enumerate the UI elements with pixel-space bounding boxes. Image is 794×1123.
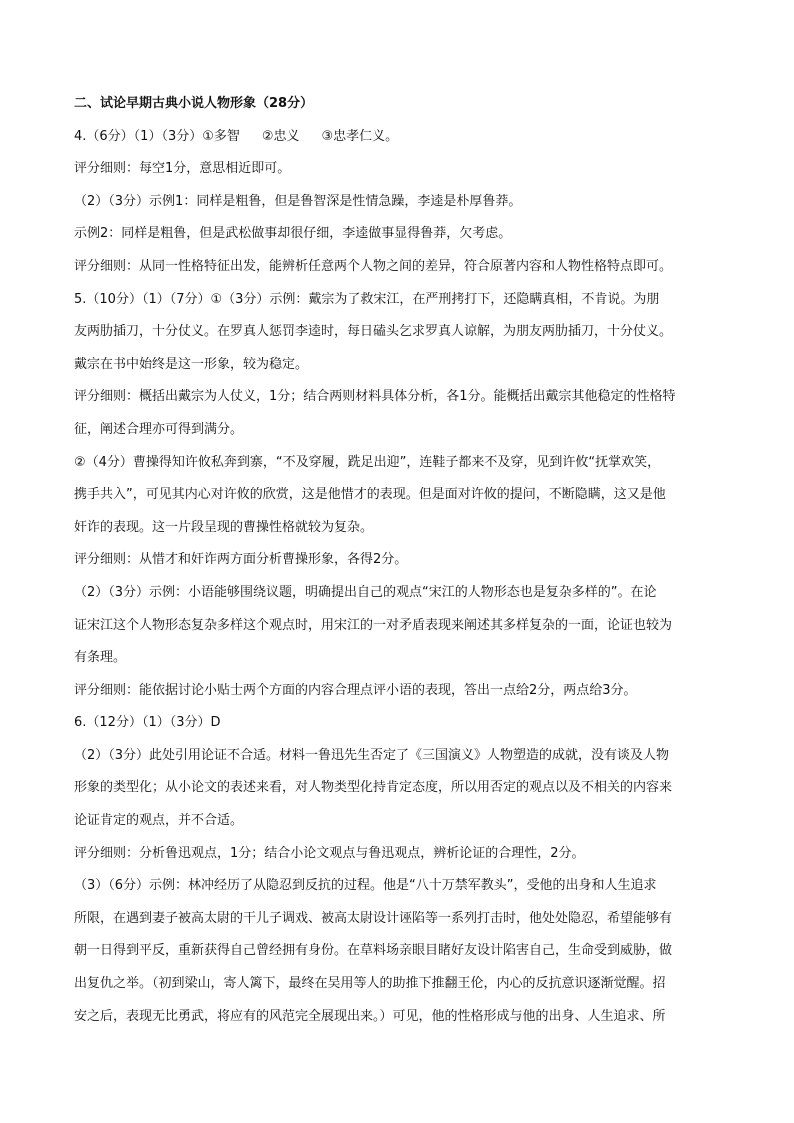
answer-document: [74, 95, 726, 1040]
q4-line: [74, 128, 726, 161]
text-line: （2）（3分）此处引用论证不合适。材料一鲁迅先生否定了《三国演义》人物塑造的成就，没有谈及人物: [74, 747, 670, 763]
text-line: 评分细则：能依据讨论小贴士两个方面的内容合理点评小语的表现，答出一点给2分，两点给3分。: [74, 682, 637, 698]
section-heading: 二、试论早期古典小说人物形象（28分）: [74, 96, 314, 111]
text-line: （2）（3分）示例1：同样是粗鲁，但是鲁智深是性情急躁，李逵是朴厚鲁莽。: [74, 193, 522, 209]
q4-answer-3: ③忠孝仁义。: [321, 128, 399, 144]
text-line: （2）（3分）示例：小语能够围绕议题，明确提出自己的观点“宋江的人物形态也是复杂多样的”。在论: [74, 584, 657, 600]
text-line: 有条理。: [74, 650, 127, 666]
text-line: 6.（12分）（1）（3分）D: [74, 715, 221, 731]
q4-answer-1: 4.（6分）（1）（3分）①多智: [74, 128, 240, 144]
text-line: 戴宗在书中始终是这一形象，较为稳定。: [74, 356, 309, 372]
text-line: 携手共入”，可见其内心对许攸的欣赏，这是他惜才的表现。但是面对许攸的提问，不断隐瞒，这又是他: [74, 487, 666, 503]
text-line: 形象的类型化；从小论文的表述来看，对人物类型化持肯定态度，所以用否定的观点以及不相关的内容来: [74, 780, 673, 796]
text-line: 评分细则：从惜才和奸诈两方面分析曹操形象，各得2分。: [74, 552, 408, 568]
text-line: 友两肋插刀，十分仗义。在罗真人惩罚李逵时，每日磕头乞求罗真人谅解，为朋友两肋插刀，十分仗义。: [74, 324, 673, 340]
q4-answer-2: ②忠义: [261, 128, 300, 144]
text-line: 评分细则：分析鲁迅观点，1分；结合小论文观点与鲁迅观点，辨析论证的合理性，2分。: [74, 845, 585, 861]
text-line: 安之后，表现无比勇武，将应有的风范完全展现出来。）可见，他的性格形成与他的出身、人生追求、所: [74, 1008, 666, 1024]
text-line: ②（4分）曹操得知许攸私奔到寨，“不及穿履，跣足出迎”，连鞋子都来不及穿，见到许攸“抚掌欢笑，: [74, 454, 661, 470]
text-line: 征，阐述合理亦可得到满分。: [74, 421, 244, 437]
text-line: （3）（6分）示例：林冲经历了从隐忍到反抗的过程。他是“八十万禁军教头”，受他的出身和人生追求: [74, 878, 657, 894]
text-line: 证宋江这个人物形态复杂多样这个观点时，用宋江的一对矛盾表现来阐述其多样复杂的一面，论证也较为: [74, 617, 673, 633]
text-line: 5.（10分）（1）（7分）①（3分）示例：戴宗为了救宋江，在严刑拷打下，还隐瞒真相，不肯说。为朋: [74, 291, 660, 307]
text-line: 朝一日得到平反，重新获得自己曾经拥有身份。在草料场亲眼目睹好友设计陷害自己，生命受到威胁，做: [74, 943, 673, 959]
text-line: 所限，在遇到妻子被高太尉的干儿子调戏、被高太尉设计诬陷等一系列打击时，他处处隐忍，希望能够有: [74, 910, 673, 926]
text-line: 论证肯定的观点，并不合适。: [74, 813, 244, 829]
text-line: 出复仇之举。（初到梁山，寄人篱下，最终在吴用等人的助推下推翻王伦，内心的反抗意识逐渐觉醒。招: [74, 976, 666, 992]
text-line: 奸诈的表现。这一片段呈现的曹操性格就较为复杂。: [74, 519, 374, 535]
text-line: 评分细则：每空1分，意思相近即可。: [74, 161, 291, 177]
text-line: 评分细则：从同一性格特征出发，能辨析任意两个人物之间的差异，符合原著内容和人物性格特点即可。: [74, 258, 673, 274]
text-line: 示例2：同样是粗鲁，但是武松做事却很仔细，李逵做事显得鲁莽，欠考虑。: [74, 226, 512, 242]
text-line: 评分细则：概括出戴宗为人仗义，1分；结合两则材料具体分析，各1分。能概括出戴宗其他稳定的性格特: [74, 389, 676, 405]
